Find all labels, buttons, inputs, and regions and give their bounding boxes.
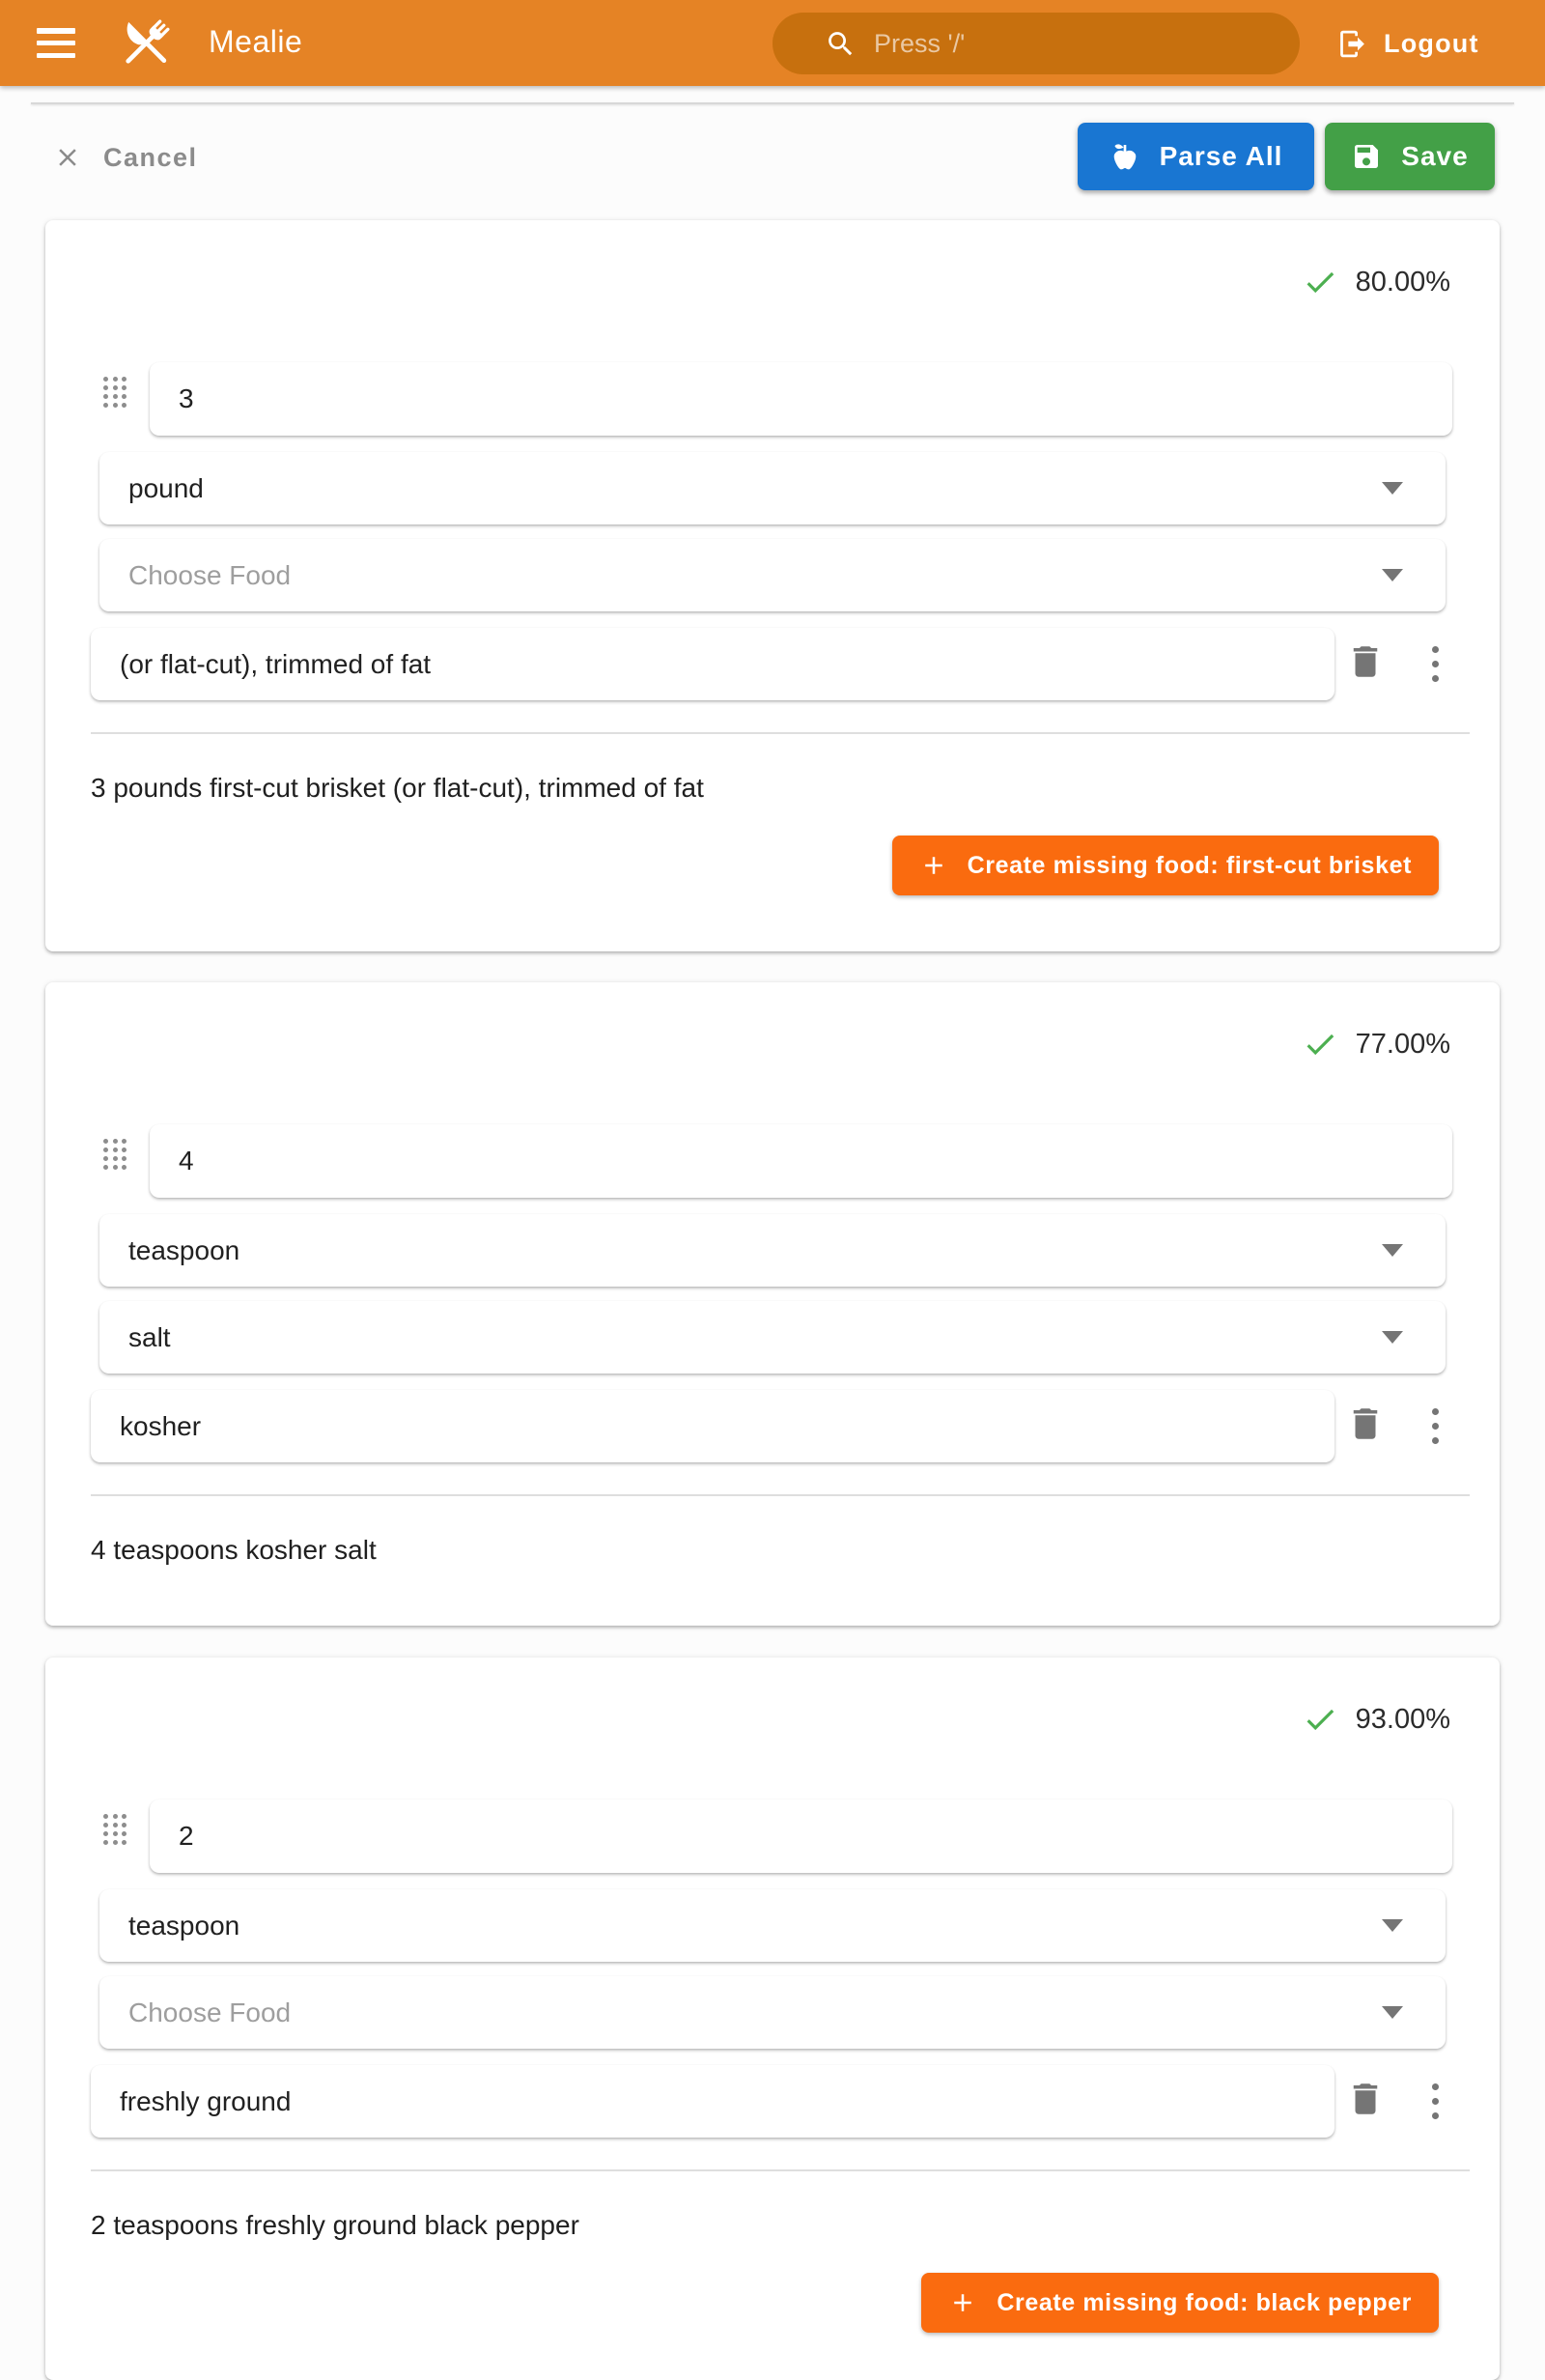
original-ingredient-text: 3 pounds first-cut brisket (or flat-cut), trimmed of fat — [91, 773, 704, 803]
cancel-button[interactable] — [53, 135, 198, 180]
unit-value: teaspoon — [128, 1234, 240, 1265]
save-icon — [1351, 141, 1382, 172]
trash-icon — [1345, 641, 1386, 682]
confidence-indicator — [1302, 1023, 1450, 1065]
delete-button[interactable] — [1344, 2075, 1387, 2125]
quantity-input[interactable] — [150, 1799, 1452, 1873]
original-ingredient-text: 4 teaspoons kosher salt — [91, 1535, 377, 1565]
create-missing-food-button[interactable] — [921, 2273, 1439, 2333]
chevron-down-icon — [1382, 482, 1403, 495]
logout-icon — [1336, 28, 1368, 60]
note-input[interactable] — [91, 2065, 1334, 2138]
search-input[interactable] — [772, 13, 1300, 74]
ingredient-card — [45, 220, 1500, 951]
quantity-input[interactable] — [150, 362, 1452, 436]
confidence-indicator — [1302, 261, 1450, 303]
food-select[interactable] — [99, 1976, 1446, 2049]
drag-handle-icon[interactable] — [103, 1139, 128, 1181]
plus-icon — [919, 851, 948, 880]
trash-icon — [1345, 2079, 1386, 2119]
confidence-value: 77.00% — [1355, 1028, 1450, 1060]
check-icon — [1302, 1026, 1338, 1062]
chevron-down-icon — [1382, 569, 1403, 581]
apple-icon — [1110, 141, 1140, 172]
more-options-button[interactable] — [1420, 639, 1449, 688]
more-options-button[interactable] — [1420, 1402, 1449, 1450]
search-placeholder: Press '/' — [874, 28, 966, 58]
search-icon — [825, 28, 857, 60]
app-bar — [0, 0, 1545, 86]
chevron-down-icon — [1382, 1919, 1403, 1932]
unit-value: pound — [128, 472, 204, 503]
original-ingredient-text: 2 teaspoons freshly ground black pepper — [91, 2210, 579, 2240]
confidence-value: 93.00% — [1355, 1703, 1450, 1735]
food-select[interactable] — [99, 539, 1446, 611]
save-button[interactable] — [1325, 123, 1495, 190]
trash-icon — [1345, 1403, 1386, 1444]
parse-all-button[interactable] — [1078, 123, 1314, 190]
food-select[interactable] — [99, 1301, 1446, 1374]
app-title: Mealie — [209, 24, 303, 59]
chevron-down-icon — [1382, 1331, 1403, 1344]
unit-select[interactable] — [99, 1889, 1446, 1962]
food-placeholder: Choose Food — [128, 1997, 292, 2027]
quantity-input[interactable] — [150, 1124, 1452, 1198]
more-options-button[interactable] — [1420, 2077, 1449, 2125]
plus-icon — [948, 2288, 977, 2317]
unit-select[interactable] — [99, 452, 1446, 524]
mealie-logo-icon — [114, 12, 178, 75]
parse-all-label: Parse All — [1159, 141, 1283, 171]
check-icon — [1302, 1701, 1338, 1738]
logout-label: Logout — [1384, 28, 1479, 58]
logout-button[interactable] — [1336, 25, 1479, 62]
menu-icon[interactable] — [37, 28, 75, 58]
note-input[interactable] — [91, 628, 1334, 700]
chevron-down-icon — [1382, 2006, 1403, 2019]
ingredient-card — [45, 982, 1500, 1626]
delete-button[interactable] — [1344, 1400, 1387, 1450]
ingredient-card — [45, 1658, 1500, 2380]
confidence-value: 80.00% — [1355, 266, 1450, 298]
card-divider — [91, 732, 1470, 734]
header-divider — [31, 102, 1514, 104]
check-icon — [1302, 264, 1338, 300]
confidence-indicator — [1302, 1698, 1450, 1741]
drag-handle-icon[interactable] — [103, 1814, 128, 1856]
cancel-label: Cancel — [103, 142, 198, 172]
unit-select[interactable] — [99, 1214, 1446, 1287]
note-input[interactable] — [91, 1390, 1334, 1462]
card-divider — [91, 1494, 1470, 1496]
card-divider — [91, 2169, 1470, 2171]
delete-button[interactable] — [1344, 638, 1387, 688]
close-icon — [53, 143, 82, 172]
create-missing-food-button[interactable] — [892, 836, 1439, 895]
save-label: Save — [1401, 141, 1469, 171]
create-missing-food-label: Create missing food: black pepper — [997, 2288, 1412, 2316]
create-missing-food-label: Create missing food: first-cut brisket — [967, 851, 1412, 879]
unit-value: teaspoon — [128, 1910, 240, 1941]
chevron-down-icon — [1382, 1244, 1403, 1257]
drag-handle-icon[interactable] — [103, 377, 128, 419]
food-value: salt — [128, 1321, 171, 1352]
food-placeholder: Choose Food — [128, 559, 292, 590]
